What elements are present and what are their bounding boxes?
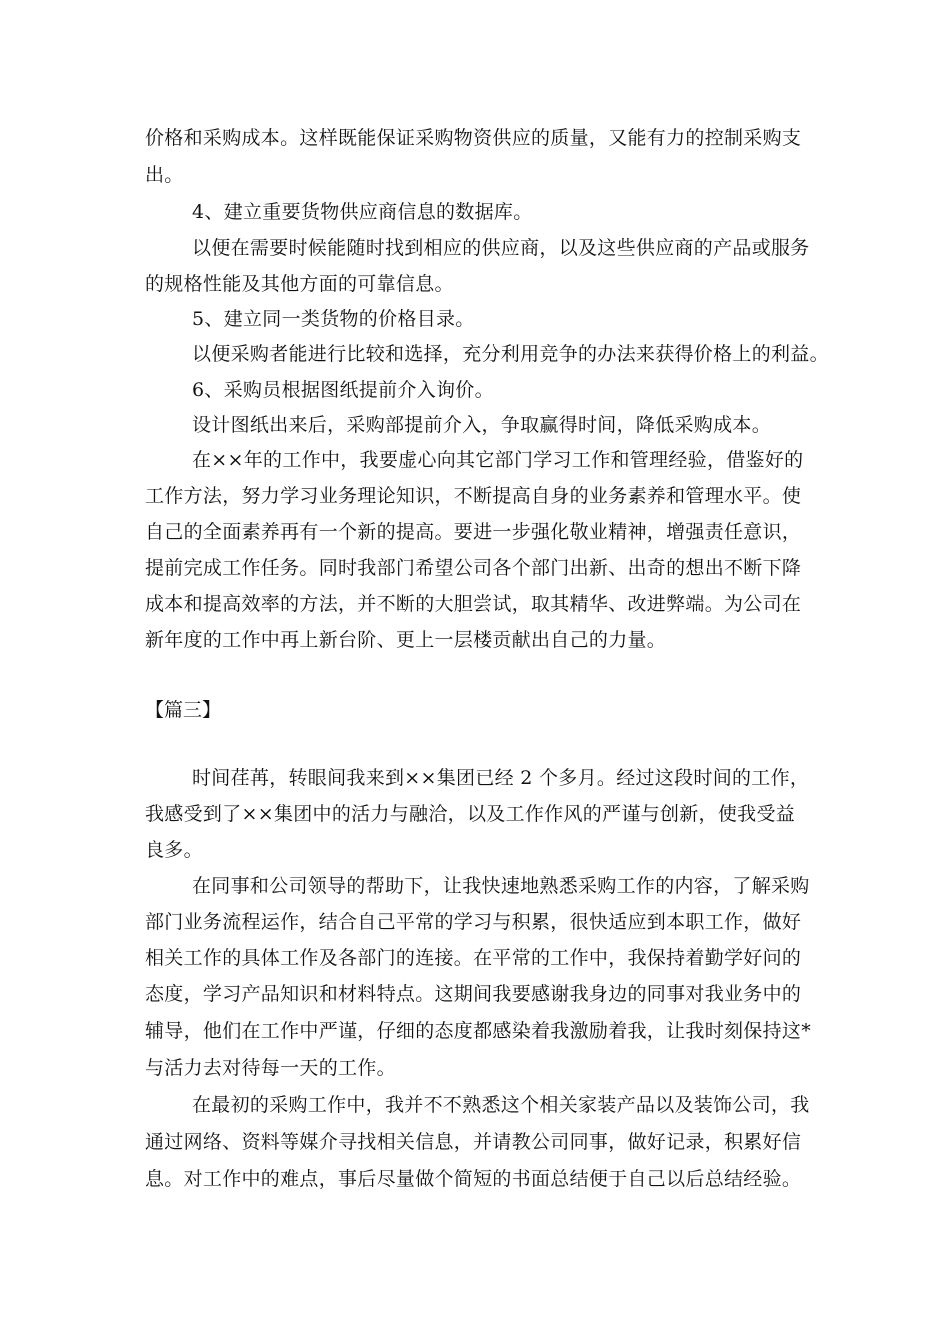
paragraph-line: 我感受到了××集团中的活力与融洽，以及工作作风的严谨与创新，使我受益 bbox=[145, 803, 796, 825]
paragraph-line: 成本和提高效率的方法，并不断的大胆尝试，取其精华、改进弊端。为公司在 bbox=[145, 593, 802, 615]
paragraph-line: 相关工作的具体工作及各部门的连接。在平常的工作中，我保持着勤学好问的 bbox=[145, 947, 802, 969]
paragraph-line: 在××年的工作中，我要虚心向其它部门学习工作和管理经验，借鉴好的 bbox=[192, 449, 804, 471]
paragraph-line: 态度，学习产品知识和材料特点。这期间我要感谢我身边的同事对我业务中的 bbox=[145, 983, 802, 1005]
paragraph-line: 设计图纸出来后，采购部提前介入，争取赢得时间，降低采购成本。 bbox=[192, 414, 772, 436]
paragraph-line: 出。 bbox=[145, 164, 184, 186]
paragraph-line: 部门业务流程运作，结合自己平常的学习与积累，很快适应到本职工作，做好 bbox=[145, 911, 802, 933]
list-item-title: 6、采购员根据图纸提前介入询价。 bbox=[192, 379, 494, 401]
paragraph-line: 以便采购者能进行比较和选择，充分利用竞争的办法来获得价格上的利益。 bbox=[192, 343, 829, 365]
paragraph-line: 通过网络、资料等媒介寻找相关信息，并请教公司同事，做好记录，积累好信 bbox=[145, 1131, 802, 1153]
paragraph-line: 时间荏苒，转眼间我来到××集团已经 2 个多月。经过这段时间的工作， bbox=[192, 767, 810, 789]
list-item-title: 4、建立重要货物供应商信息的数据库。 bbox=[192, 201, 533, 223]
paragraph-line: 良多。 bbox=[145, 839, 203, 861]
paragraph-line: 提前完成工作任务。同时我部门希望公司各个部门出新、出奇的想出不断下降 bbox=[145, 557, 802, 579]
paragraph-line: 在同事和公司领导的帮助下，让我快速地熟悉采购工作的内容，了解采购 bbox=[192, 875, 810, 897]
section-heading: 【篇三】 bbox=[145, 699, 222, 721]
paragraph-line: 以便在需要时候能随时找到相应的供应商，以及这些供应商的产品或服务 bbox=[192, 237, 810, 259]
paragraph-line: 新年度的工作中再上新台阶、更上一层楼贡献出自己的力量。 bbox=[145, 629, 667, 651]
paragraph-line: 工作方法，努力学习业务理论知识，不断提高自身的业务素养和管理水平。使 bbox=[145, 485, 802, 507]
paragraph-line: 自己的全面素养再有一个新的提高。要进一步强化敬业精神，增强责任意识， bbox=[145, 521, 802, 543]
paragraph-line: 在最初的采购工作中，我并不不熟悉这个相关家装产品以及装饰公司，我 bbox=[192, 1094, 810, 1116]
paragraph-line: 辅导，他们在工作中严谨，仔细的态度都感染着我激励着我，让我时刻保持这* bbox=[145, 1020, 812, 1042]
paragraph-line: 的规格性能及其他方面的可靠信息。 bbox=[145, 273, 454, 295]
paragraph-line: 价格和采购成本。这样既能保证采购物资供应的质量，又能有力的控制采购支 bbox=[145, 127, 802, 149]
paragraph-line: 与活力去对待每一天的工作。 bbox=[145, 1057, 396, 1079]
paragraph-line: 息。对工作中的难点，事后尽量做个简短的书面总结便于自己以后总结经验。 bbox=[145, 1168, 802, 1190]
list-item-title: 5、建立同一类货物的价格目录。 bbox=[192, 308, 475, 330]
